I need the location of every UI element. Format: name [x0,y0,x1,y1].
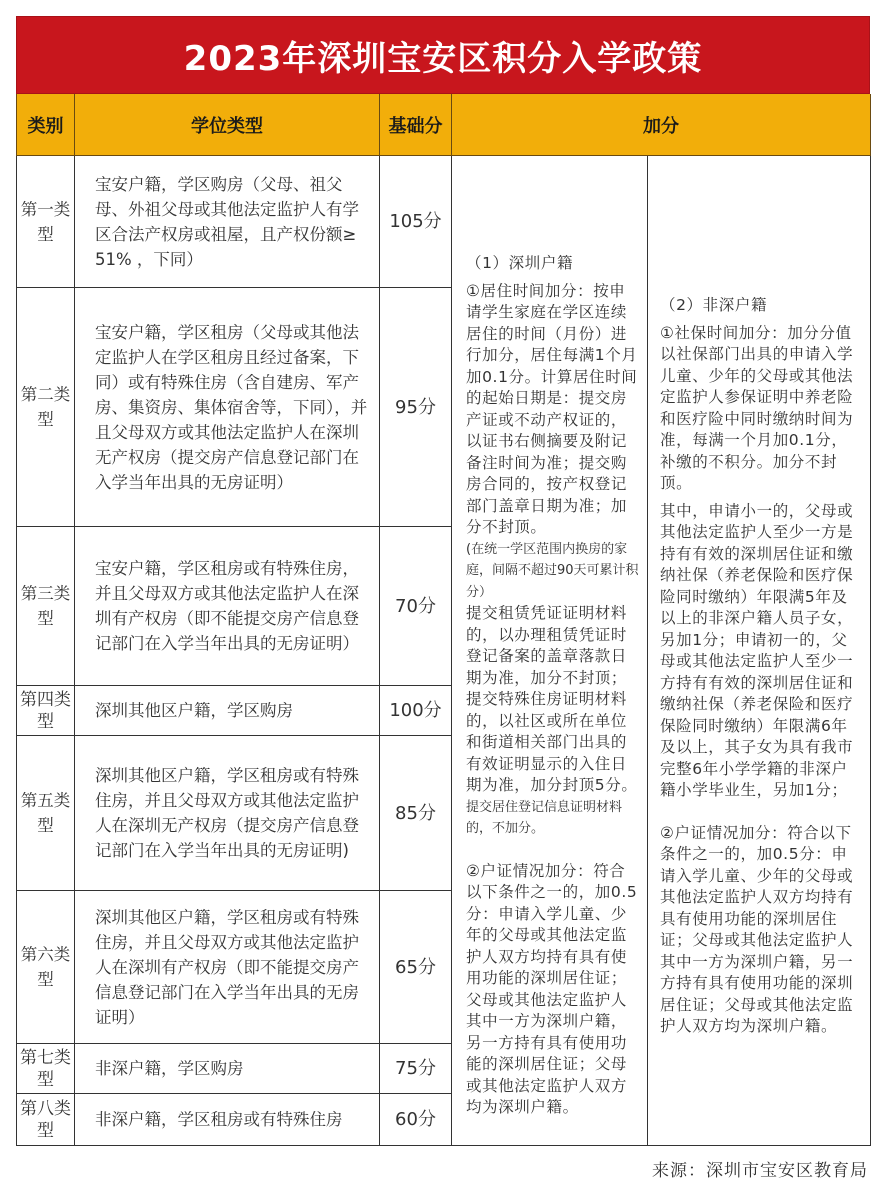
bonus-non-shenzhen-hukou: ②户证情况加分：符合以下条件之一的，加0.5分：申请入学儿童、少年的父母或其他法定监护人双方均持有具有使用功能的深圳居住证；父母或其他法定监护人其中一方为深圳户籍，另一方持有具有使用功能的深圳居住证；父母或其他法定监护人双方均为深圳户籍。 [660,823,854,1035]
row-category: 第一类型 [17,156,75,288]
row-degree-type: 深圳其他区户籍，学区租房或有特殊住房，并且父母双方或其他法定监护人在深圳有产权房（即不能提交房产信息登记部门在入学当年出具的无房证明） [75,891,380,1044]
row-category: 第五类型 [17,736,75,891]
policy-table [16,94,871,1146]
row-base-score: 105分 [380,156,452,288]
row-base-score: 100分 [380,686,452,736]
row-base-score: 85分 [380,736,452,891]
row-base-score: 95分 [380,288,452,527]
header-base-score: 基础分 [380,94,452,156]
row-degree-type: 非深户籍，学区购房 [75,1044,380,1094]
bonus-shenzhen-residence: ①居住时间加分：按申请学生家庭在学区连续居住的时间（月份）进行加分，居住每满1个月加0.1分。计算居住时间的起始日期是：提交房产证或不动产权证的，以证书右侧摘要及附记备注时间为准；提交购房合同的，按产权登记部门盖章日期为准；加分不封顶。 [466,281,638,536]
bonus-shenzhen-residence-note: (在统一学区范围内换房的家庭，间隔不超过90天可累计积分） [466,541,639,600]
source-caption: 来源：深圳市宝安区教育局 [652,1161,868,1181]
row-degree-type: 宝安户籍，学区租房（父母或其他法定监护人在学区租房且经过备案，下同）或有特殊住房（含自建房、军产房、集资房、集体宿舍等，下同），并且父母双方或其他法定监护人在深圳无产权房（提交房产信息登记部门在入学当年出具的无房证明） [75,288,380,527]
table-row [17,156,871,288]
bonus-non-shenzhen-heading: （2）非深户籍 [660,296,768,314]
row-degree-type: 深圳其他区户籍，学区购房 [75,686,380,736]
row-category: 第七类型 [17,1044,75,1094]
bonus-shenzhen-heading: （1）深圳户籍 [466,254,574,272]
row-base-score: 65分 [380,891,452,1044]
row-base-score: 70分 [380,527,452,686]
table-header-row [17,94,871,156]
page-title: 2023年深圳宝安区积分入学政策 [16,16,870,94]
header-bonus: 加分 [452,94,871,156]
row-category: 第三类型 [17,527,75,686]
header-degree-type: 学位类型 [75,94,380,156]
bonus-shenzhen-residence-reg: 提交居住登记信息证明材料的，不加分。 [466,799,623,836]
row-category: 第二类型 [17,288,75,527]
policy-sheet [16,16,870,1146]
row-category: 第八类型 [17,1094,75,1146]
bonus-non-shenzhen-extra: 其中，申请小一的，父母或其他法定监护人至少一方是持有有效的深圳居住证和缴纳社保（养老保险和医疗保险同时缴纳）年限满5年及以上的非深户籍人员子女，另加1分；申请初一的，父母或其他法定监护人至少一方持有有效的深圳居住证和缴纳社保（养老保险和医疗保险同时缴纳）年限满6年及以上，其子女为具有我市完整6年小学学籍的非深户籍小学毕业生，另加1分； [660,501,854,799]
row-degree-type: 非深户籍，学区租房或有特殊住房 [75,1094,380,1146]
row-degree-type: 深圳其他区户籍，学区租房或有特殊住房，并且父母双方或其他法定监护人在深圳无产权房（提交房产信息登记部门在入学当年出具的无房证明) [75,736,380,891]
row-base-score: 60分 [380,1094,452,1146]
row-category: 第六类型 [17,891,75,1044]
row-base-score: 75分 [380,1044,452,1094]
row-degree-type: 宝安户籍，学区购房（父母、祖父母、外祖父母或其他法定监护人有学区合法产权房或祖屋，且产权份额≥ 51% ，下同） [75,156,380,288]
bonus-shenzhen-cell [452,156,648,1146]
bonus-non-shenzhen-cell [648,156,871,1146]
bonus-shenzhen-hukou: ②户证情况加分：符合以下条件之一的，加0.5分：申请入学儿童、少年的父母或其他法定监护人双方均持有具有使用功能的深圳居住证；父母或其他法定监护人其中一方为深圳户籍，另一方持有具有使用功能的深圳居住证；父母或其他法定监护人双方均为深圳户籍。 [466,861,638,1116]
bonus-non-shenzhen-social-security: ①社保时间加分：加分分值以社保部门出具的申请入学儿童、少年的父母或其他法定监护人参保证明中养老险和医疗险中同时缴纳时间为准，每满一个月加0.1分，补缴的不积分。加分不封顶。 [660,323,854,492]
row-degree-type: 宝安户籍，学区租房或有特殊住房，并且父母双方或其他法定监护人在深圳有产权房（即不能提交房产信息登记部门在入学当年出具的无房证明） [75,527,380,686]
header-category: 类别 [17,94,75,156]
bonus-shenzhen-residence-rent: 提交租赁凭证证明材料的，以办理租赁凭证时登记备案的盖章落款日期为准，加分不封顶；提交特殊住房证明材料的，以社区或所在单位和街道相关部门出具的有效证明显示的入住日期为准，加分封顶5分。 [466,604,638,794]
row-category: 第四类型 [17,686,75,736]
